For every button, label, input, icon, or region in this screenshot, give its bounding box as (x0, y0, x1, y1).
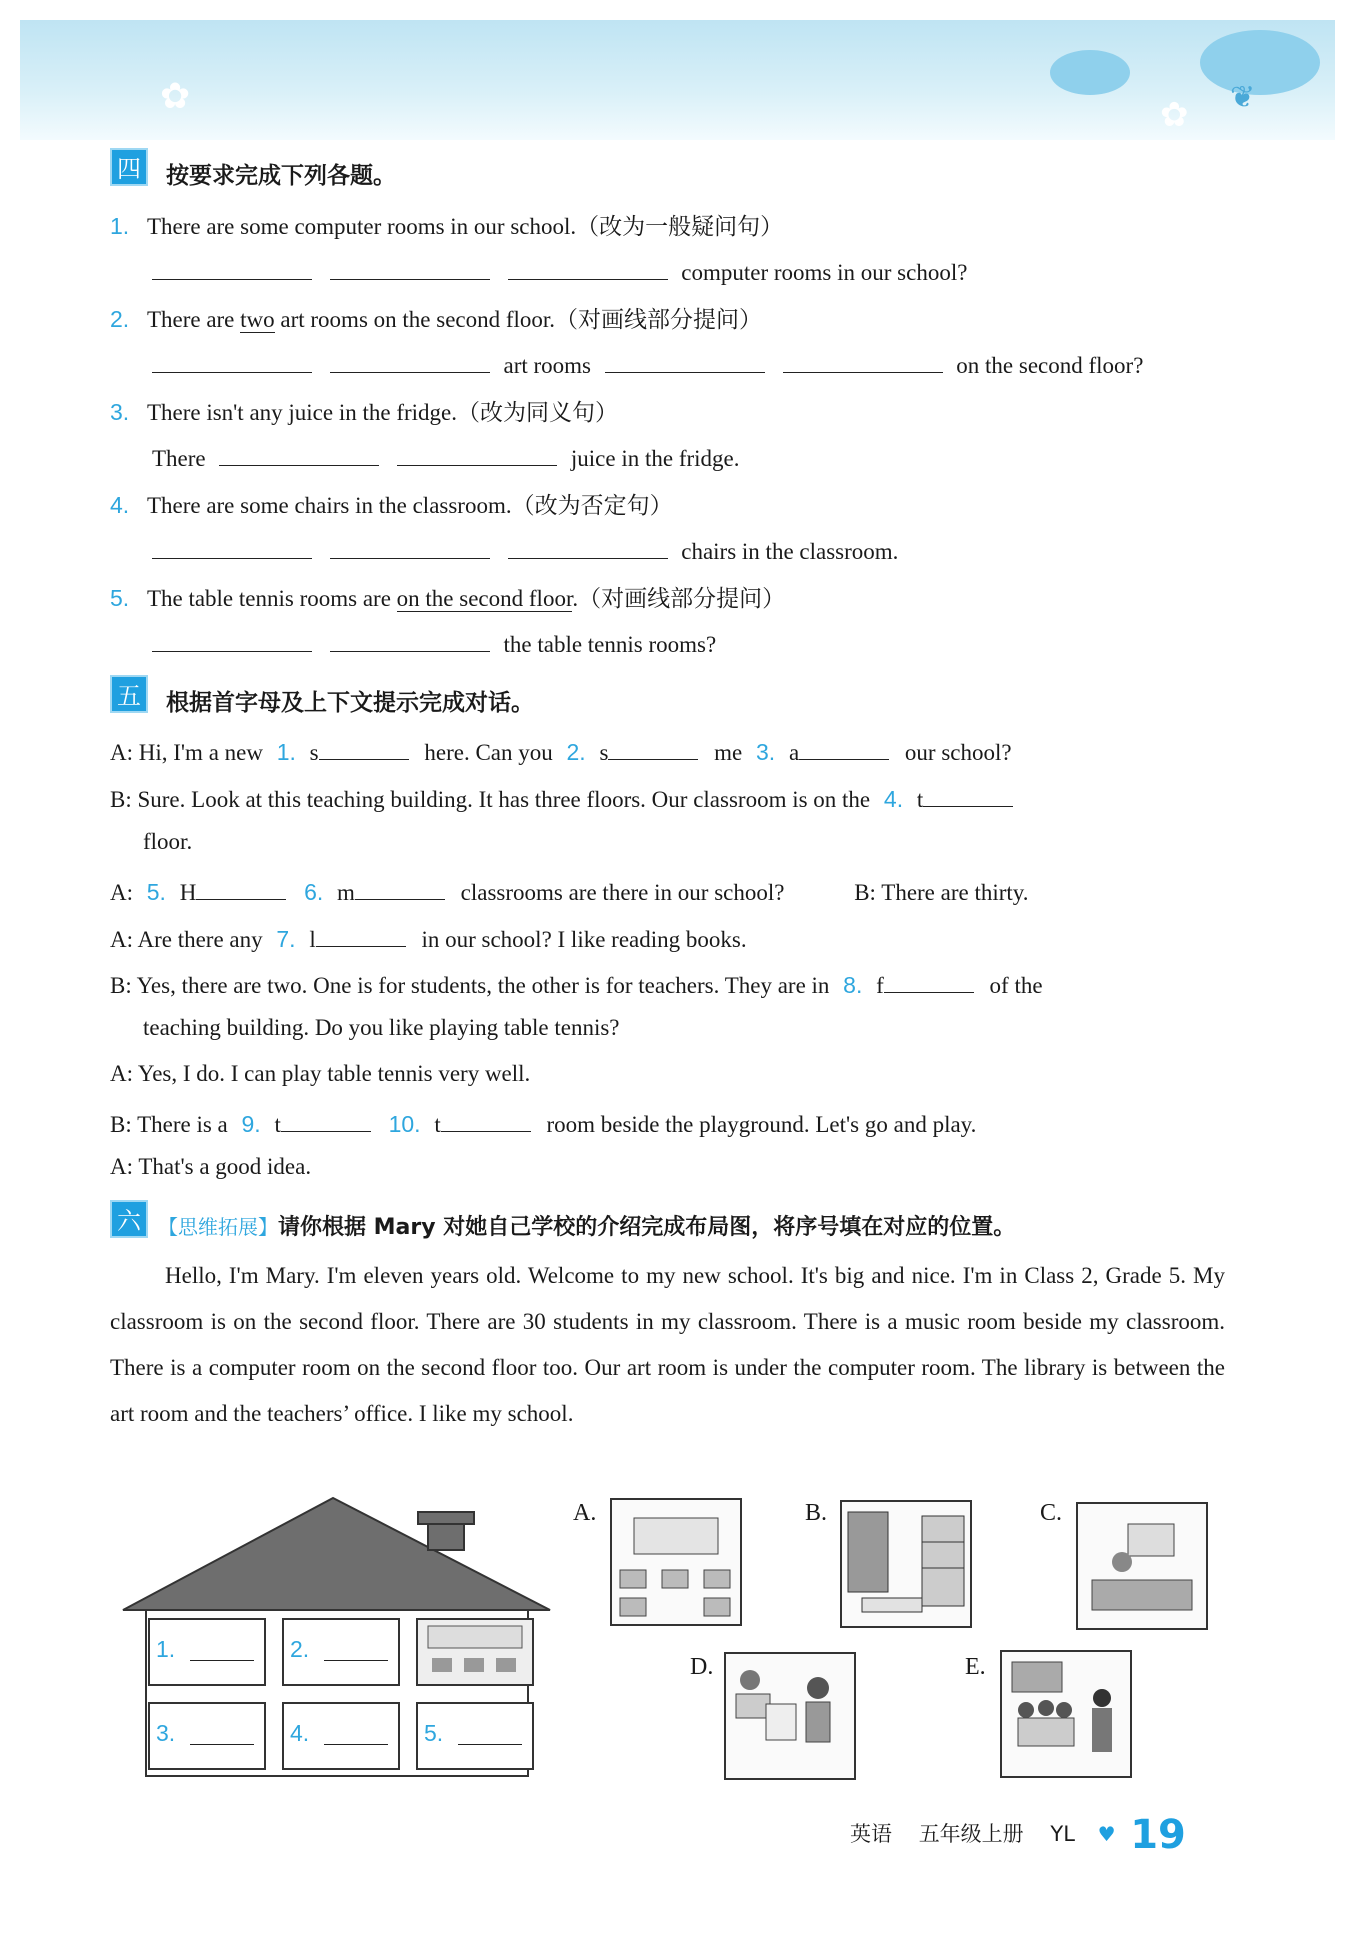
answer-blank[interactable] (355, 875, 445, 900)
answer-blank[interactable] (605, 348, 765, 373)
room-slot-2[interactable] (282, 1618, 400, 1686)
underlined-phrase: on the second floor (396, 586, 573, 611)
dialog-text: classrooms are there in our school? (460, 880, 785, 905)
option-label-b: B. (805, 1500, 828, 1526)
answer-blank[interactable] (152, 255, 312, 280)
option-label-c: C. (1040, 1500, 1063, 1526)
option-label-a: A. (573, 1500, 597, 1526)
answer-blank[interactable] (608, 735, 698, 760)
blank-number: 3. (756, 739, 776, 765)
question-text: .（对画线部分提问） (572, 586, 786, 611)
first-letter: a (788, 740, 800, 765)
dialog-text: A: Hi, I'm a new (110, 740, 263, 765)
answer-blank[interactable] (799, 735, 889, 760)
room-number: 4. (290, 1720, 310, 1746)
dialog-text: B: Yes, there are two. One is for students, the other is for teachers. They are in (110, 973, 830, 998)
s4-answer-3 (152, 441, 740, 472)
page-footer (850, 1812, 1186, 1858)
dialog-line-5b: teaching building. Do you like playing table tennis? (143, 1015, 620, 1040)
answer-text: computer rooms in our school? (681, 260, 968, 285)
question-number: 3. (110, 399, 130, 425)
s4-question-3 (110, 394, 618, 427)
dialog-text: B: There are thirty. (854, 880, 1029, 905)
first-letter: m (337, 880, 355, 905)
answer-blank[interactable] (397, 441, 557, 466)
library-picture (840, 1500, 972, 1628)
blank-number: 7. (276, 926, 296, 952)
answer-blank[interactable] (458, 1720, 522, 1745)
footer-subject: 英语 (850, 1822, 892, 1846)
dialog-line-8: A: That's a good idea. (110, 1154, 312, 1179)
question-number: 5. (110, 585, 130, 611)
answer-blank[interactable] (190, 1720, 254, 1745)
answer-blank[interactable] (152, 534, 312, 559)
answer-blank[interactable] (324, 1720, 388, 1745)
chimney-top (418, 1512, 474, 1524)
section6-title: 请你根据 Mary 对她自己学校的介绍完成布局图，将序号填在对应的位置。 (278, 1214, 1016, 1240)
computer-room-icon (612, 1500, 740, 1624)
dialog-text: A: (110, 880, 133, 905)
blank-number: 2. (566, 739, 586, 765)
room-number: 2. (290, 1636, 310, 1662)
section4-title: 按要求完成下列各题。 (166, 162, 396, 189)
dialog-text: in our school? I like reading books. (421, 927, 747, 952)
dialog-text: our school? (904, 740, 1012, 765)
s4-question-2 (110, 301, 762, 334)
answer-blank[interactable] (330, 255, 490, 280)
dialog-text: B: Sure. Look at this teaching building. It has three floors. Our classroom is on the (110, 787, 871, 812)
dialog-line-2b: floor. (143, 829, 193, 854)
s4-question-1 (110, 208, 783, 241)
question-text: art rooms on the second floor.（对画线部分提问） (274, 307, 763, 332)
footer-edition: YL (1050, 1822, 1075, 1846)
footer-grade: 五年级上册 (918, 1822, 1024, 1846)
answer-text: There (152, 446, 206, 471)
answer-text: on the second floor? (956, 353, 1144, 378)
answer-blank[interactable] (441, 1107, 531, 1132)
question-text: There are some chairs in the classroom.（改为否定句） (146, 493, 673, 518)
dialog-text: A: Are there any (110, 927, 263, 952)
dialog-line-6: A: Yes, I do. I can play table tennis very well. (110, 1061, 531, 1086)
room-slot-5[interactable] (416, 1702, 534, 1770)
answer-text: art rooms (503, 353, 592, 378)
blank-number: 1. (276, 739, 296, 765)
answer-blank[interactable] (783, 348, 943, 373)
cloud-icon (1050, 50, 1130, 95)
answer-blank[interactable] (152, 348, 312, 373)
room-slot-4[interactable] (282, 1702, 400, 1770)
question-text: There isn't any juice in the fridge.（改为同义句） (146, 400, 618, 425)
question-text: There are some computer rooms in our school.（改为一般疑问句） (146, 214, 784, 239)
answer-blank[interactable] (219, 441, 379, 466)
question-number: 1. (110, 213, 130, 239)
music-room-picture (1000, 1650, 1132, 1778)
mary-paragraph: Hello, I'm Mary. I'm eleven years old. Welcome to my new school. It's big and nice. I'm in Class 2, Grade 5. My classroom is on the second floor. There are 30 students in my classroom. There is a music room beside my classroom. There is a computer room on the second floor too. Our art room is under the computer room. The library is between the art room and the teachers’ office. I like my school. (110, 1263, 1225, 1426)
room-slot-1[interactable] (148, 1618, 266, 1686)
question-number: 2. (110, 306, 130, 332)
first-letter: t (434, 1112, 441, 1137)
dialog-text: B: There is a (110, 1112, 228, 1137)
first-letter: s (599, 740, 609, 765)
room-number: 3. (156, 1720, 176, 1746)
s4-answer-5 (152, 627, 716, 658)
heart-icon: ♥ (1097, 1822, 1116, 1846)
question-text: The table tennis rooms are (146, 586, 397, 611)
teachers-office-picture (1076, 1502, 1208, 1630)
dialog-line-1 (110, 735, 1012, 766)
section5-header (110, 675, 534, 717)
cloud-icon (1200, 30, 1320, 95)
section6-tag: 【思维拓展】 (158, 1214, 278, 1239)
answer-blank[interactable] (319, 735, 409, 760)
question-text: There are (146, 307, 241, 332)
answer-text: juice in the fridge. (570, 446, 740, 471)
plant-icon: ❦ (1230, 81, 1256, 114)
art-room-icon (726, 1654, 854, 1778)
section4-header (110, 148, 396, 190)
s4-question-4 (110, 487, 673, 520)
computer-room-picture (610, 1498, 742, 1626)
answer-blank[interactable] (330, 348, 490, 373)
dialog-line-5 (110, 968, 1043, 999)
room-number: 1. (156, 1636, 176, 1662)
dialog-text: here. Can you (424, 740, 553, 765)
answer-blank[interactable] (152, 627, 312, 652)
roof (123, 1498, 550, 1610)
blank-number: 4. (883, 786, 904, 812)
room-number: 5. (424, 1720, 444, 1746)
option-label-e: E. (965, 1654, 986, 1680)
s4-answer-1 (152, 255, 967, 286)
classroom-picture-slot (416, 1618, 534, 1686)
first-letter: t (916, 787, 924, 812)
music-room-icon (1002, 1652, 1130, 1776)
answer-blank[interactable] (190, 1636, 254, 1661)
flower-icon: ✿ (1160, 97, 1189, 134)
blank-number: 9. (241, 1111, 261, 1137)
first-letter: l (309, 927, 316, 952)
option-label-d: D. (690, 1654, 714, 1680)
answer-blank[interactable] (316, 922, 406, 947)
section4-badge: 四 (110, 148, 148, 186)
s4-answer-2 (152, 348, 1143, 379)
section5-badge: 五 (110, 675, 148, 713)
art-room-picture (724, 1652, 856, 1780)
room-slot-3[interactable] (148, 1702, 266, 1770)
answer-blank[interactable] (330, 627, 490, 652)
dialog-line-2 (110, 782, 1013, 813)
answer-blank[interactable] (324, 1636, 388, 1661)
dialog-text: me (714, 740, 743, 765)
header-banner (20, 20, 1335, 140)
answer-text: the table tennis rooms? (503, 632, 717, 657)
first-letter: H (179, 880, 197, 905)
blank-number: 6. (304, 879, 324, 905)
answer-blank[interactable] (508, 255, 668, 280)
answer-blank[interactable] (330, 534, 490, 559)
answer-text: chairs in the classroom. (681, 539, 899, 564)
section6-header (110, 1200, 1015, 1241)
first-letter: f (876, 973, 884, 998)
dialog-text: room beside the playground. Let's go and play. (546, 1112, 977, 1137)
page-number: 19 (1130, 1812, 1186, 1858)
blank-number: 8. (843, 972, 863, 998)
s4-answer-4 (152, 534, 898, 565)
blank-number: 10. (388, 1111, 421, 1137)
answer-blank[interactable] (281, 1107, 371, 1132)
dialog-line-3 (110, 875, 1029, 906)
dialog-line-7 (110, 1107, 976, 1138)
s4-question-5 (110, 580, 785, 613)
section6-badge: 六 (110, 1200, 148, 1238)
first-letter: t (274, 1112, 281, 1137)
dialog-text: of the (989, 973, 1043, 998)
flower-icon: ✿ (160, 76, 191, 116)
dialog-line-4 (110, 922, 747, 953)
blank-number: 5. (146, 879, 166, 905)
teachers-office-icon (1078, 1504, 1206, 1628)
classroom-icon (418, 1620, 532, 1684)
question-number: 4. (110, 492, 130, 518)
answer-blank[interactable] (508, 534, 668, 559)
library-icon (842, 1502, 970, 1626)
section5-title: 根据首字母及上下文提示完成对话。 (166, 689, 534, 716)
underlined-word: two (240, 307, 275, 332)
first-letter: s (309, 740, 319, 765)
answer-blank[interactable] (884, 968, 974, 993)
answer-blank[interactable] (923, 782, 1013, 807)
answer-blank[interactable] (196, 875, 286, 900)
